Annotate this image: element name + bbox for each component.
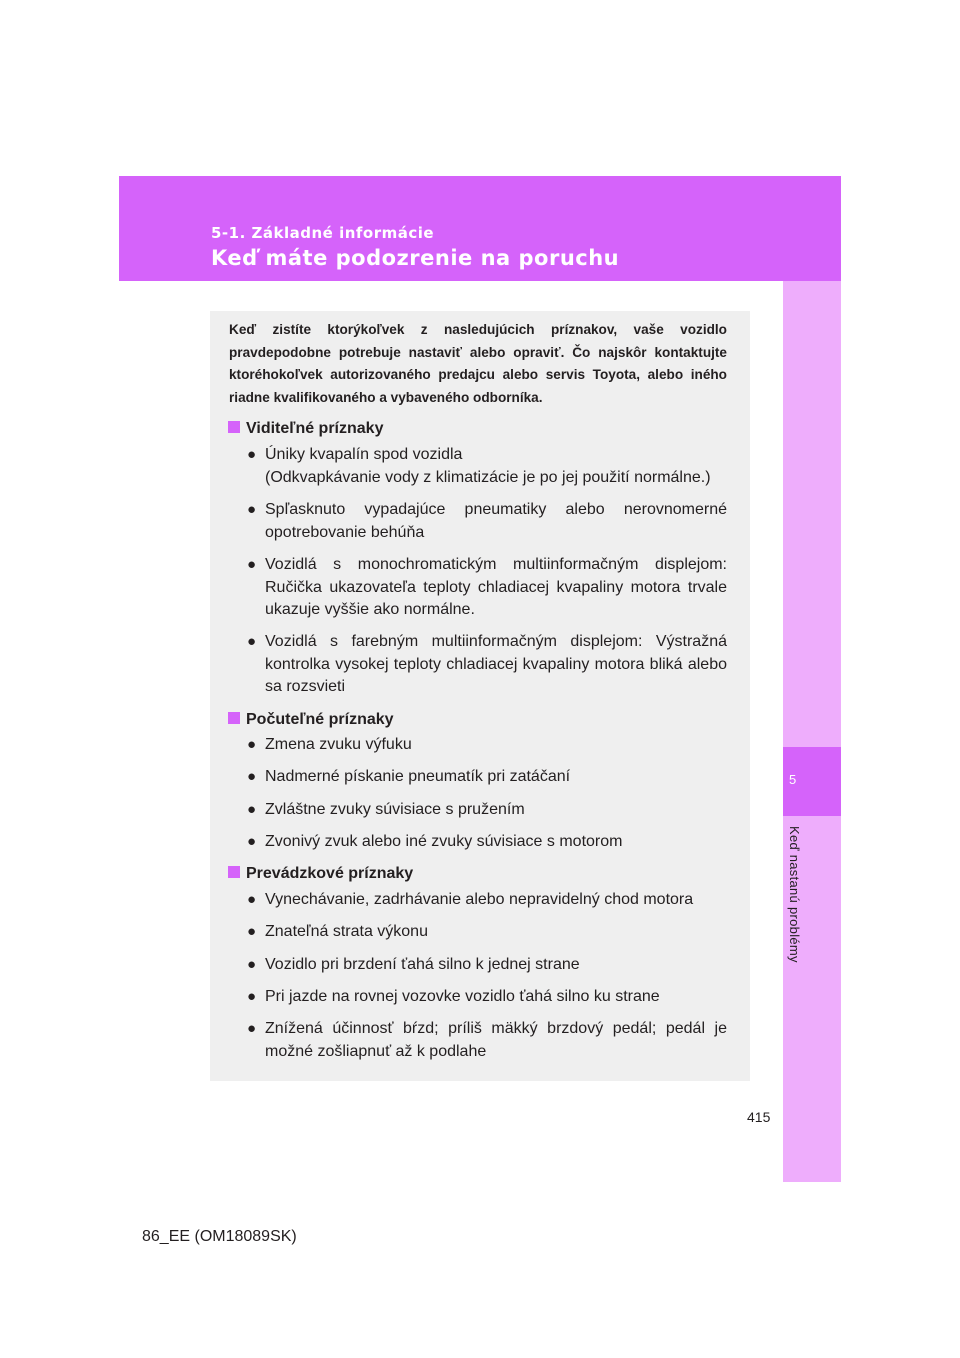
document-code: 86_EE (OM18089SK) [142,1228,297,1245]
list-item: ● Pri jazde na rovnej vozovke vozidlo ťahá silno ku strane [247,986,727,1009]
list-item: ● Zvonivý zvuk alebo iné zvuky súvisiace s motorom [247,831,727,854]
chapter-side-tab [783,281,841,1182]
list-item: ● Zmena zvuku výfuku [247,734,727,757]
bullet-icon: ● [247,556,257,573]
bullet-icon: ● [247,956,257,973]
chapter-number: 5 [789,772,797,787]
bullet-icon: ● [247,446,257,463]
page-number: 415 [747,1109,771,1125]
bullet-icon: ● [247,1020,257,1037]
section-label: 5-1. Základné informácie [211,224,435,242]
bullet-icon: ● [247,923,257,940]
list-item-note: (Odkvapkávanie vody z klimatizácie je po jej použití normálne.) [265,469,711,486]
bullet-icon: ● [247,768,257,785]
square-bullet-icon [228,866,240,878]
bullet-icon: ● [247,501,257,518]
bullet-icon: ● [247,736,257,753]
list-item: ● Znateľná strata výkonu [247,921,727,944]
list-item: ● Znížená účinnosť bŕzd; príliš mäkký brzdový pedál; pedál je možné zošliapnuť až k podlahe [247,1020,727,1060]
list-item: ● Vozidlá s farebným multiinformačným displejom: Výstražná kontrolka vysokej teploty chladiacej kvapaliny motora bliká alebo sa rozsvieti [247,633,727,696]
list-item: ● Nadmerné pískanie pneumatík pri zatáčaní [247,766,727,789]
bullet-icon: ● [247,801,257,818]
bullet-icon: ● [247,833,257,850]
bullet-icon: ● [247,988,257,1005]
list-item: ● Úniky kvapalín spod vozidla [247,444,727,467]
section-heading-visible: Viditeľné príznaky [228,418,383,440]
info-box [210,311,750,1081]
list-item: ● Vozidlo pri brzdení ťahá silno k jednej strane [247,954,727,977]
section-header [119,176,841,281]
list-item: ● Spľasknuto vypadajúce pneumatiky alebo nerovnomerné opotrebovanie behúňa [247,501,727,541]
bullet-icon: ● [247,633,257,650]
page-title: Keď máte podozrenie na poruchu [211,246,620,270]
list-item: ● Zvláštne zvuky súvisiace s pružením [247,799,727,822]
square-bullet-icon [228,421,240,433]
bullet-icon: ● [247,891,257,908]
square-bullet-icon [228,712,240,724]
list-item: ● Vynechávanie, zadrhávanie alebo nepravidelný chod motora [247,889,727,912]
chapter-number-tab [783,747,841,816]
section-heading-audible: Počuteľné príznaky [228,709,394,731]
intro-text: Keď zistíte ktorýkoľvek z nasledujúcich príznakov, vaše vozidlo pravdepodobne potrebuje nastaviť alebo opraviť. Čo najskôr kontaktujte ktoréhokoľvek autorizovaného predajcu alebo servis Toyota, alebo iného riadne kvalifikovaného a vybaveného odborníka. [229,322,727,405]
list-item: ● Vozidlá s monochromatickým multiinformačným displejom: Ručička ukazovateľa teploty chladiacej kvapaliny motora trvale ukazuje vyššie ako normálne. [247,556,727,619]
chapter-title: Keď nastanú problémy [787,826,802,963]
section-heading-operational: Prevádzkové príznaky [228,863,413,885]
